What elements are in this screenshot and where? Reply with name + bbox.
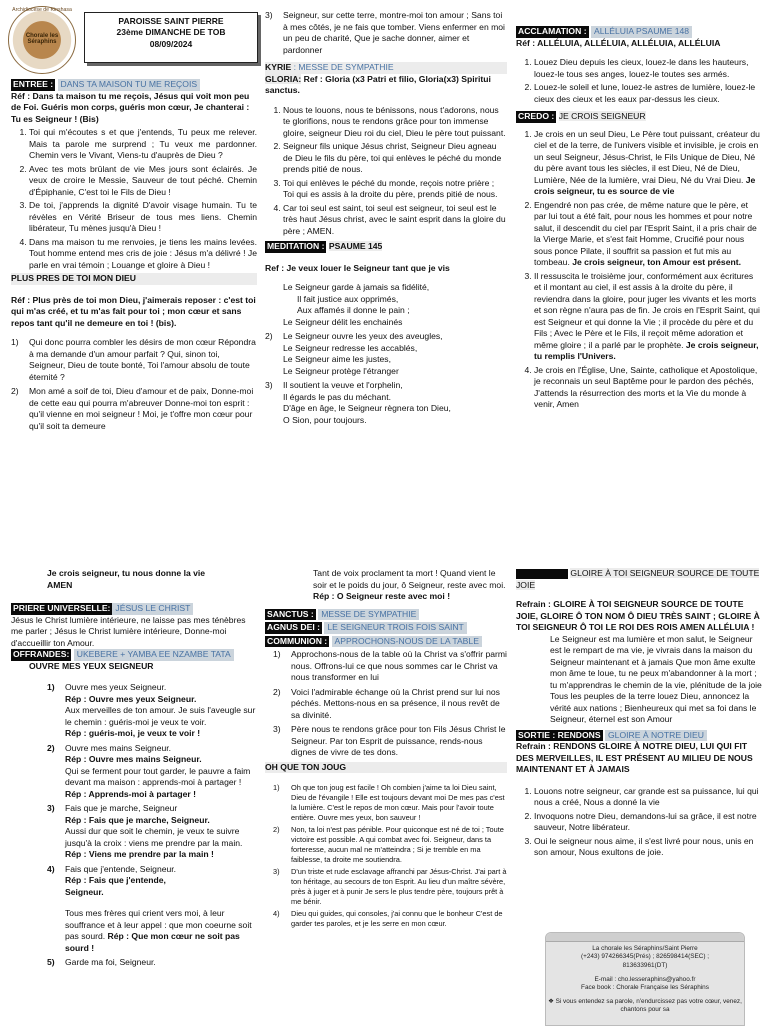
joug-verse: 4) Dieu qui guides, qui consoles, j'ai connu que le bonheur C'est de garder tes paroles, et je les serre en mon cœur.	[273, 909, 503, 929]
choir-phone-dt: 813633961(DT)	[622, 961, 668, 969]
parish-name: PAROISSE SAINT PIERRE	[118, 16, 224, 26]
sanctus-label: SANCTUS :	[267, 608, 314, 619]
joug-verse: 2) Non, ta loi n'est pas pénible. Pour quiconque est né de toi ; Toute victoire est possible. A qui combat avec foi. Seigneur, dans ta forteresse, aucun mal ne m'atteindra ; Si je tremble en ma faiblesse, ta droite me soutiendra.	[273, 825, 504, 864]
communion-title: APPROCHONS-NOUS DE LA TABLE	[332, 636, 482, 648]
joug-title: OH QUE TON JOUG	[265, 762, 507, 774]
credo-title: JE CROIS SEIGNEUR	[558, 111, 646, 122]
header-box	[84, 12, 258, 63]
offrandes-subtitle: OUVRE MES YEUX SEIGNEUR	[29, 660, 154, 671]
communion-verse: 2) Voici l'admirable échange où la Christ prend sur lui nos péchés. Mettons-nous en sa présence, il nous revêt de sa divinité.	[273, 686, 500, 720]
communion-verse: 3) Père nous te rendons grâce pour ton Fils Jésus Christ le Seigneur. Par ton Esprit de puissance, rends-nous dignes de vivre de tes dons.	[273, 724, 506, 758]
plus-pres-verse: 1) Qui donc pourra combler les désirs de mon cœur Répondra à ma demande d'un amour parfait ? Qui, sinon toi, Seigneur, Dieu de toute bonté, Toi l'amour absolu de toute éternité ?	[11, 337, 256, 382]
acclamation-refrain: Réf : ALLÉLUIA, ALLÉLUIA, ALLÉLUIA, ALLÉLUIA	[516, 37, 721, 48]
psalm-response: Rép : O Seigneur reste avec moi !	[313, 591, 451, 602]
column-3-top	[516, 26, 762, 413]
entree-verse: 2. Avec tes mots brûlant de vie Mes jours sont éclairés. Je veux de croire le Messie, Sauveur de tout péché. Chemin d'Épiphanie, C'est toi le Fils de Dieu !	[29, 164, 257, 199]
plus-pres-verse: 2) Mon amé a soif de toi, Dieu d'amour et de paix, Donne-moi de cette eau qui pourra m'abreuver Donne-moi ton esprit : qu'il vienne en moi seigneur ! Moi, je t'offre mon cœur pour qu'il soit ta demeure	[11, 386, 254, 431]
plus-pres-verse-3: 3) Seigneur, sur cette terre, montre-moi ton amour ; Sans toi à mes côtés, je ne fais que tomber. Viens enfermer en moi un peu de charité, Que je sache donner, aimer et pardonner	[265, 10, 505, 55]
mass-date: 08/09/2024	[149, 38, 193, 49]
credo-label: CREDO :	[518, 111, 555, 122]
credo-verse: 4. Je crois en l'Église, Une, Sainte, catholique et Apostolique, je reconnais un seul Baptême pour le pardon des péchés, J'attends la résurrection des morts et la Vie du monde à venir, Amen	[534, 365, 762, 411]
communion-verse: 1) Approchons-nous de la table où la Christ va s'offrir parmi nous. Offrons-lui ce que nous sommes car le Christ va nous transformer en lui	[273, 649, 507, 683]
gloria-label: GLORIA:	[265, 73, 302, 84]
choir-contact-card	[545, 932, 745, 1026]
column-2-bottom	[265, 568, 507, 932]
choir-logo	[8, 6, 76, 74]
entree-title: DANS TA MAISON TU ME REÇOIS	[58, 79, 201, 91]
entree-verse: 3. De toi, j'apprends la dignité D'avoir visage humain. Tu te révèles en Vérité Briseur de tous mes liens. Chemin libérateur, Tu mènes jusqu'à Dieu !	[29, 200, 257, 235]
gloria-verse: 3. Toi qui enlèves le péché du monde, reçois notre prière ; Toi qui es assis à la droite du père, prends pitié de nous.	[283, 178, 507, 201]
acclamation-verse: 1. Louez Dieu depuis les cieux, louez-le dans les hauteurs, louez-le tous ses anges, louez-le toutes ses armés.	[534, 57, 762, 80]
offrandes-verse: 2) Ouvre mes mains Seigneur. Rép : Ouvre mes mains Seigneur. Qui se ferment pour tout garder, le pauvre a faim devant ma maison : apprends-moi à partager ! Rép : Apprends-moi à partager !	[47, 742, 251, 799]
joug-verse: 1) Oh que ton joug est facile ! Oh combien j'aime ta loi Dieu saint, Dieu de l'évangile ! Elle est toujours devant moi De mes pas c'est la lumière. C'est le repos de mon cœur. Mais pour l'avoir toute entière. Ouvre mes yeux, bon sauveur !	[273, 783, 505, 822]
column-1-top	[11, 79, 257, 435]
logo-center-text: Chorale les Séraphins	[25, 33, 59, 45]
sanctus-title: MESSE DE SYMPATHIE	[318, 609, 419, 621]
credo-response: Je crois seigneur, tu nous donne la vie	[47, 568, 206, 578]
entree-label: ENTREE :	[13, 79, 54, 89]
choir-facebook: Face book : Chorale Française les Séraphins	[581, 984, 709, 992]
meditation-title: PSAUME 145	[328, 241, 383, 252]
gloria-verse: 1. Nous te louons, nous te bénissons, nous t'adorons, nous te glorifions, nous te rendons grâce pour ton immense gloire, seigneur Dieu roi du ciel, Dieu le père tout puissant.	[283, 105, 507, 140]
column-3-bottom	[516, 568, 762, 861]
sortie-title: GLOIRE À NOTRE DIEU	[605, 730, 707, 742]
sortie-verse: 1. Louons notre seigneur, car grande est sa puissance, lui qui nous a créé, Nous a donné la vie	[534, 786, 762, 809]
closing-exhortation: ❖ Si vous entendez sa parole, n'endurcissez pas votre cœur, venez, chantons pour sa	[548, 997, 742, 1013]
gloria-verse: 4. Car toi seul est saint, toi seul est seigneur, toi seul est le très haut Jésus christ, avec le saint esprit dans la gloire du père ; AMEN.	[283, 203, 507, 238]
psalm-verse: 2) Le Seigneur ouvre les yeux des aveugles, Le Seigneur redresse les accablés, Le Seigneur aime les justes, Le Seigneur protège l'étranger	[265, 331, 443, 376]
kyrie-title: : MESSE DE SYMPATHIE	[293, 62, 394, 73]
acclamation-title: ALLÉLUIA PSAUME 148	[591, 26, 692, 38]
choir-email[interactable]: E-mail : cho.lesseraphins@yahoo.fr	[594, 975, 696, 983]
psalm-continued: Tant de voix proclament ta mort ! Quand vient le soir et le poids du jour, ô Seigneur, reste avec moi.	[313, 568, 506, 590]
priere-title: JÉSUS LE CHRIST	[112, 603, 193, 615]
credo-verse: 2. Engendré non pas crée, de même nature que le père, et par lui tout a été fait, pour nous les hommes et pour notre salut, il descendit du ciel par l'Esprit Saint, il a pris chair de la Vierge Marie, et s'est fait Homme, Crucifié pour nous sous ponce Pilate, il souffrit sa passion et fut mis au tombeau. Je crois seigneur, ton Amour est présent.	[534, 200, 762, 269]
offrandes-verse: 4) Fais que j'entende, Seigneur. Rép : Fais que j'entende, Seigneur. Tous mes frères qui crient vers moi, à leur souffrance et à leur appel : que mon coeurne soit pas sourd. Rép : Que mon cœur ne soit pas sourd !	[47, 863, 252, 953]
column-2-top	[265, 8, 507, 430]
communion-label: COMMUNION :	[267, 635, 328, 646]
priere-text: Jésus le Christ lumière intérieure, ne laisse pas mes ténèbres me parler ; Jésus le Christ lumière intérieure, Donne-moi d'accueillir ton Amour.	[11, 614, 246, 648]
kyrie-label: KYRIE	[265, 62, 292, 73]
choir-phones: (+243) 974266345(Prés) ; 826598414(SEC) ;	[580, 953, 710, 961]
acclamation-verse: 2. Louez-le soleil et lune, louez-le astres de lumière, louez-le cieux des cieux et les eaux par-dessus les cieux.	[534, 82, 762, 105]
offrandes-verse: 5) Garde ma foi, Seigneur.	[47, 957, 156, 968]
meditation-refrain: Ref : Je veux louer le Seigneur tant que je vis	[265, 262, 450, 273]
plus-pres-title: PLUS PRES DE TOI MON DIEU	[11, 273, 257, 285]
priere-label: PRIERE UNIVERSELLE:	[13, 603, 111, 614]
joug-verse: 3) D'un triste et rude esclavage affranchi par Jésus-Christ. J'ai part à ton héritage, au secours de ton Esprit. Au lieu d'un maître sévère, près à juger et à punir Je sers le plus tendre père, toujours prêt à me bénir.	[273, 867, 507, 906]
gloire-text: Le Seigneur est ma lumière et mon salut, le Seigneur est le rempart de ma vie, je vivrais dans la maison du Seigneur maintenant et à jamais Que mon âme exulte mon âme te loue, tu ne peux m'abandonner à la mort ; tu m'apprendras le chemin de la vie, plénitude de la joie Tous les peuples de la terre louez Dieu, annoncez la vérité aux nations ; Bienheureux qui met sa foi dans le Seigneur, éternel est son Amour	[550, 633, 762, 725]
column-1-bottom	[11, 568, 257, 972]
offrandes-title: UKEBERE + YAMBA EE NZAMBE TATA	[74, 649, 234, 661]
psalm-verse: 3) Il soutient la veuve et l'orphelin, Il égards le pas du méchant. D'âge en âge, le Seigneur règnera ton Dieu, O Sion, pour toujours.	[265, 380, 451, 425]
choir-name: La chorale les Séraphins/Saint Pierre	[592, 945, 698, 952]
credo-amen: AMEN	[47, 579, 73, 590]
credo-verse: 3. Il ressuscita le troisième jour, conformément aux écritures et il montant au ciel, il est assis à la droite du père, il reviendra dans la gloire, pour juger les vivants et les morts et son règne n'aura pas de fin. Je crois en l'Esprit Saint, qui est Seigneur et qui donne la Vie ; il procède du père et du Fils ; Avec le Père et le Fils, il reçoit même adoration et même gloire ; il a parlé par le prophète. Je crois seigneur, tu remplis l'Univers.	[534, 271, 762, 363]
entree-verse: 1. Toi qui m'écoutes s et que j'entends, Tu peux me relever. Mais ta parole me surprend ; Tu veux me pardonner. Chemin vers le Vivant, Viens-tu d'auprès de Dieu ?	[29, 127, 257, 162]
logo-ring-text: Archidiocèse de Kinshasa	[12, 7, 72, 13]
sortie-label: SORTIE : RENDONS	[518, 729, 601, 740]
sortie-refrain: Refrain : RENDONS GLOIRE À NOTRE DIEU, LUI QUI FIT DES MERVEILLES, IL EST PRÉSENT AU MILIEU DE NOUS MAINTENANT ET À JAMAIS	[516, 741, 753, 775]
sortie-verse: 2. Invoquons notre Dieu, demandons-lui sa grâce, il est notre sauveur, Notre libérateur.	[534, 811, 762, 834]
acclamation-label: ACCLAMATION :	[518, 26, 587, 36]
credo-verse: 1. Je crois en un seul Dieu, Le Père tout puissant, créateur du ciel et de la terre, de l'univers visible et invisible, je crois en un seul Seigneur, Jésus-Christ, le Fils Unique de Dieu, Né du père avant tous les siècles, il est Dieu, Né de Dieu, Lumière, Née de la lumière, vrai Dieu, Né du Vrai Dieu. Je crois seigneur, tu es source de vie	[534, 129, 762, 198]
gloria-verse: 2. Seigneur fils unique Jésus christ, Seigneur Dieu agneau de Dieu le fils du père, toi qui enlèves le péché du monde prends pitié de nous.	[283, 141, 507, 176]
gloire-refrain: Refrain : GLOIRE À TOI SEIGNEUR SOURCE DE TOUTE JOIE, GLOIRE Ô TON NOM Ô DIEU TRÈS SAINT ; GLOIRE À TOI SEIGNEUR Ô TOI LE ROI DES ROIS AMEN ALLÉLUIA !	[516, 599, 760, 633]
sortie-verse: 3. Oui le seigneur nous aime, il s'est livré pour nous, unis en son amour, Nous exultons de joie.	[534, 836, 762, 859]
gloria-refrain: Ref : Gloria (x3 Patri et filio, Gloria(x3) Spiritui sanctus.	[265, 73, 491, 96]
agnus-label: AGNUS DEI :	[267, 622, 320, 633]
plus-pres-refrain: Réf : Plus près de toi mon Dieu, j'aimerais reposer : c'est toi qui m'as créé, et tu m'as fait pour toi ; mon cœur et sans repos tant qu'il ne demeure en toi ! (bis).	[11, 294, 256, 328]
gloire-label-bar	[516, 569, 568, 579]
entree-refrain: Réf : Dans ta maison tu me reçois, Jésus qui voit mon peu de Foi. Guéris mon corps, guéris mon cœur, Je chanterai : Tu es Seigneur ! (Bis)	[11, 90, 250, 124]
gloire-title: GLOIRE À TOI SEIGNEUR SOURCE DE TOUTE JOIE	[516, 568, 760, 590]
scroll-top-decoration	[546, 933, 744, 942]
offrandes-label: OFFRANDES:	[13, 649, 70, 660]
sunday-title: 23ème DIMANCHE DE TOB	[116, 27, 226, 38]
psalm-verse: Le Seigneur garde à jamais sa fidélité, Il fait justice aux opprimés, Aux affamés il donne le pain ; Le Seigneur délit les enchainés	[283, 282, 430, 327]
offrandes-verse: 3) Fais que je marche, Seigneur Rép : Fais que je marche, Seigneur. Aussi dur que soit le chemin, je veux te suivre jusqu'à la croix : viens me prendre par la main. Rép : Viens me prendre par la main !	[47, 803, 243, 860]
entree-verse: 4. Dans ma maison tu me renvoies, je tiens les mains levées. Tout homme entend mes cris de joie : Jésus m'a délivré ! Je parle en vrai témoin ; Louange et gloire à Dieu !	[29, 237, 257, 272]
offrandes-verse: 1) Ouvre mes yeux Seigneur. Rép : Ouvre mes yeux Seigneur. Aux merveilles de ton amour. Je suis l'aveugle sur le chemin : guéris-moi je veux te voir. Rép : guéris-moi, je veux te voir !	[47, 682, 256, 739]
meditation-label: MEDITATION :	[267, 241, 325, 252]
agnus-title: LE SEIGNEUR TROIS FOIS SAINT	[324, 622, 466, 634]
